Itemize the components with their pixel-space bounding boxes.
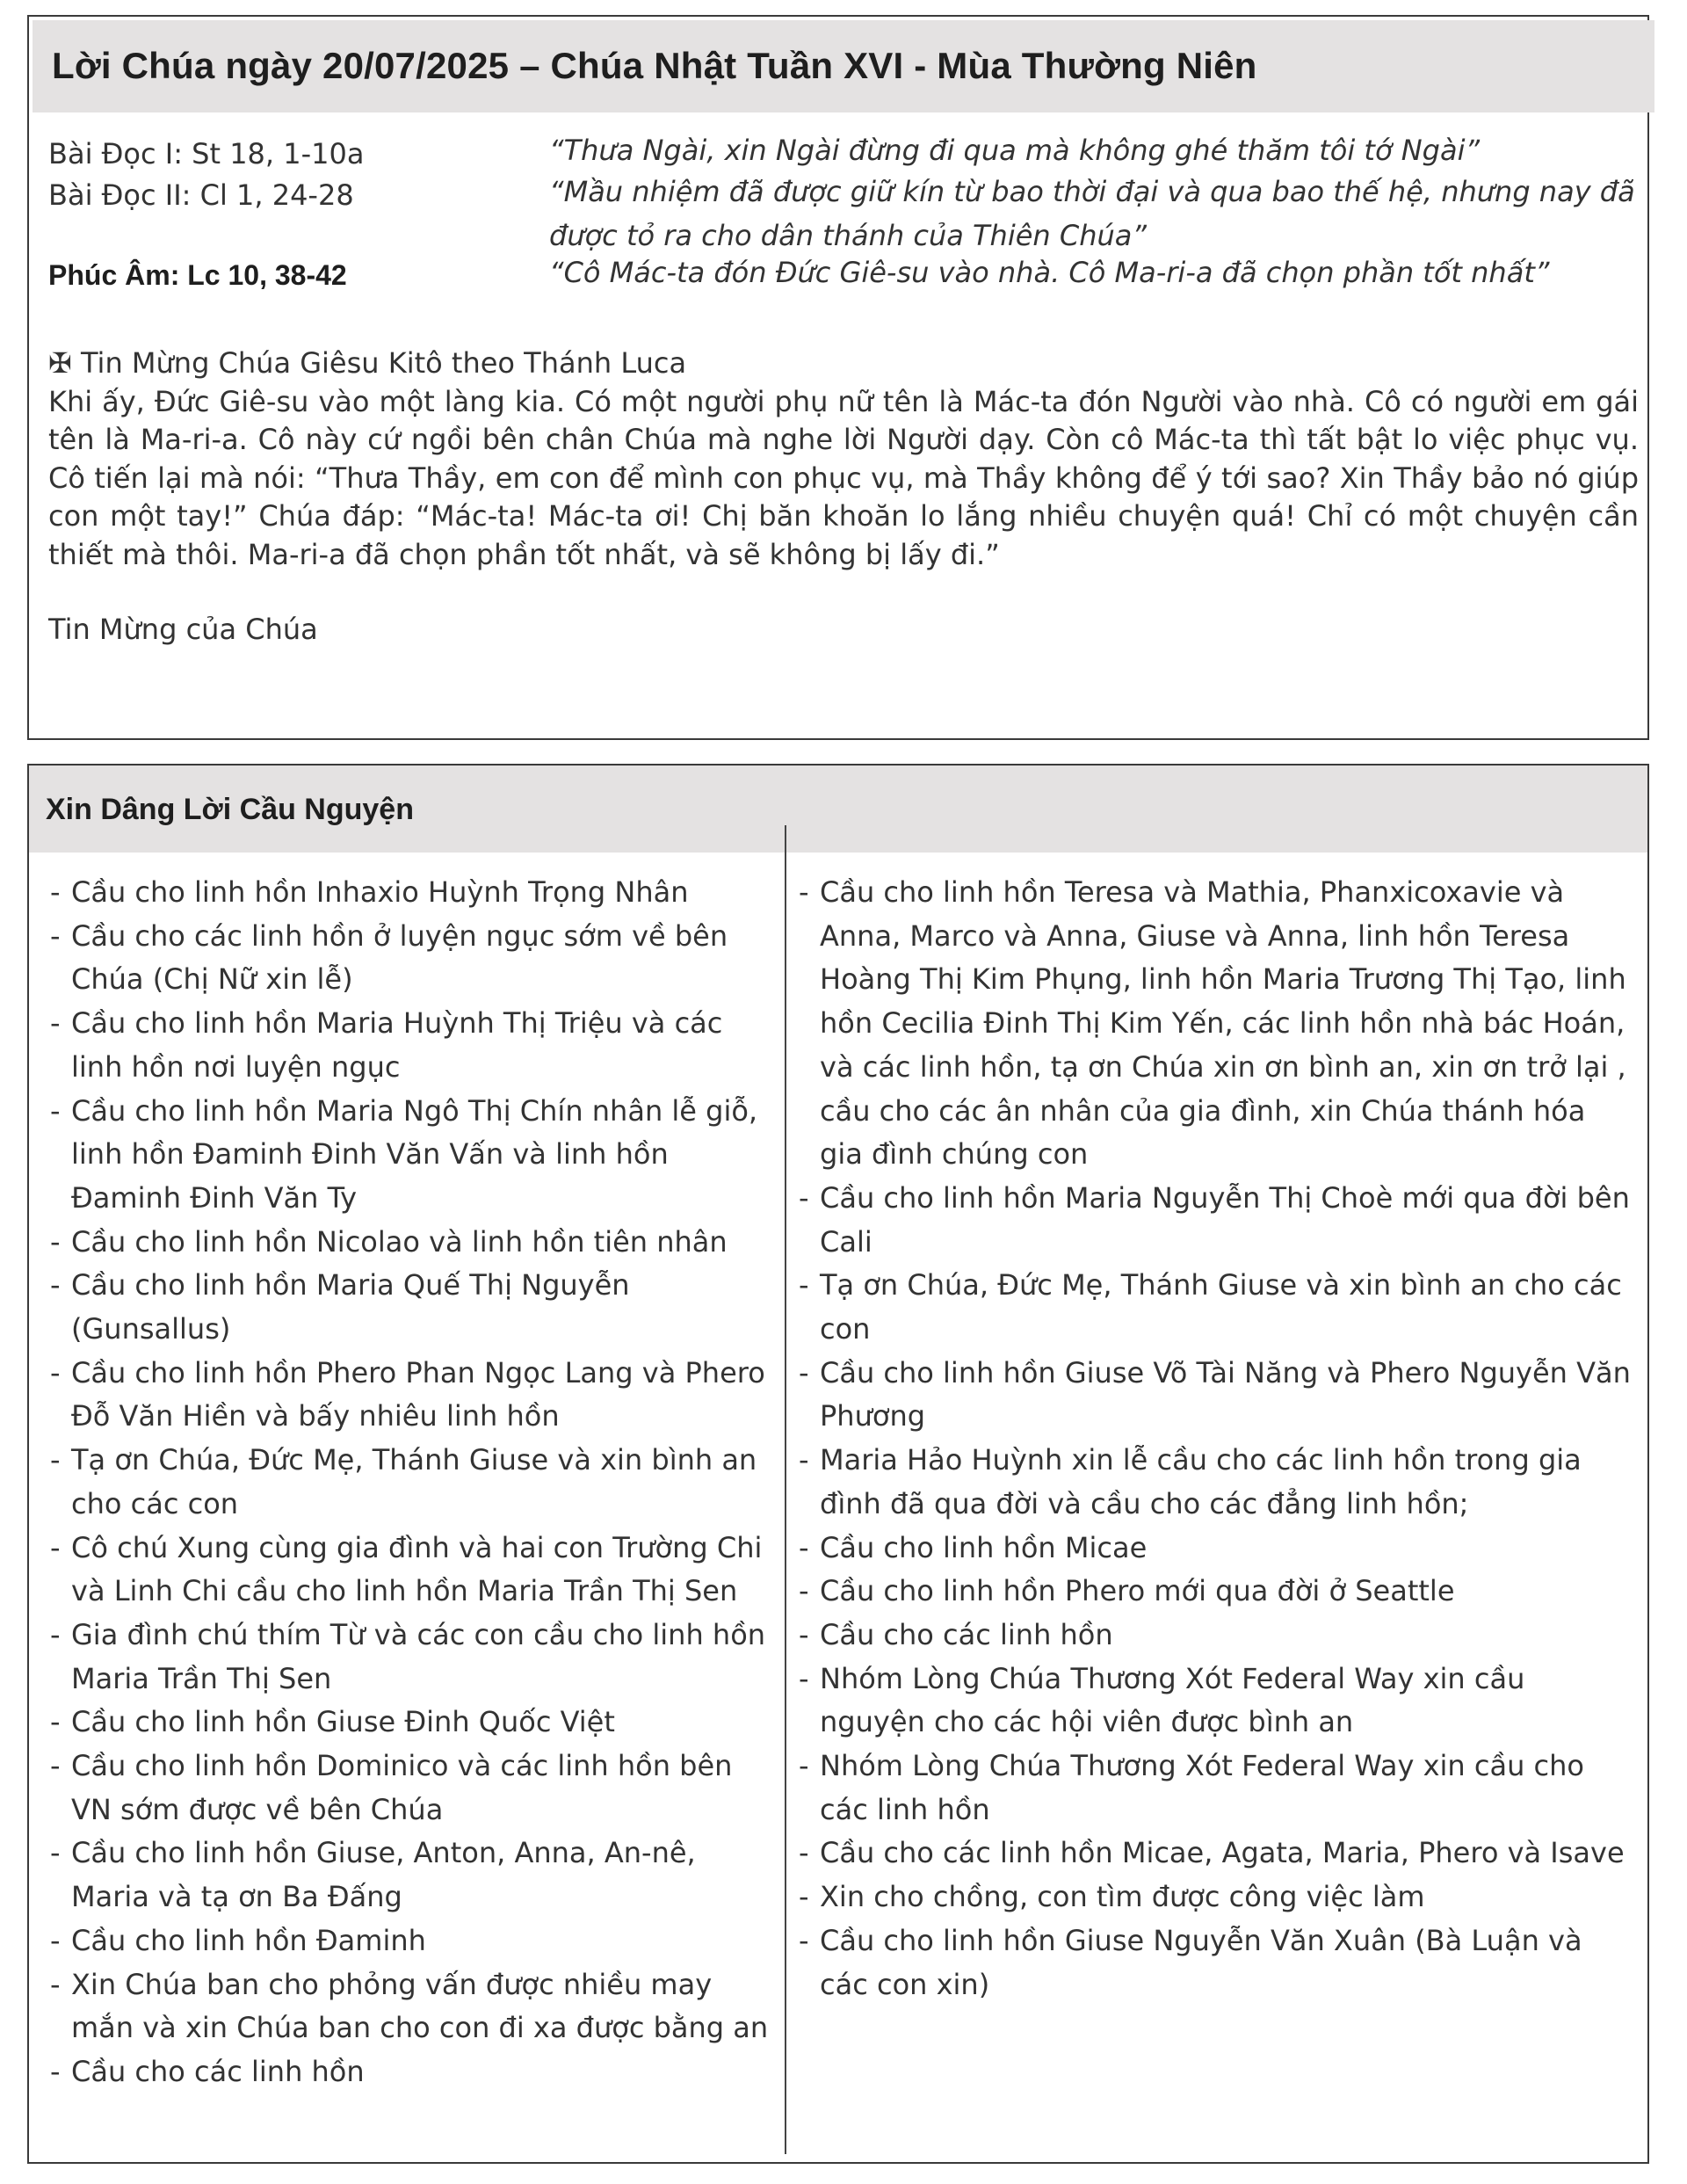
prayer-item-text: Cầu cho linh hồn Giuse, Anton, Anna, An-nê, Maria và tạ ơn Ba Đấng <box>71 1836 696 1914</box>
gospel-reference: Phúc Âm: Lc 10, 38-42 <box>48 259 347 291</box>
prayer-item <box>799 1264 1633 1351</box>
list-bullet: - <box>50 1224 61 1259</box>
prayer-item-text: Tạ ơn Chúa, Đức Mẹ, Thánh Giuse và xin bình an cho các con <box>820 1268 1622 1346</box>
prayer-item-text: Xin cho chồng, con tìm được công việc làm <box>820 1880 1425 1914</box>
prayer-item <box>799 1832 1633 1876</box>
prayer-item-text: Cầu cho linh hồn Phero mới qua đời ở Seattle <box>820 1574 1455 1608</box>
prayer-item <box>50 871 779 915</box>
prayer-item <box>799 1614 1633 1658</box>
prayer-item <box>50 1614 779 1701</box>
prayer-item-text: Cầu cho linh hồn Teresa và Mathia, Phanxicoxavie và Anna, Marco và Anna, Giuse và Anna, linh hồn Teresa Hoàng Thị Kim Phụng, linh hồn Maria Trương Thị Tạo, linh hồn Cecilia Đinh Thị Kim Yến, các linh hồn nhà bác Hoán, và các linh hồn, tạ ơn Chúa xin ơn bình an, xin ơn trở lại , cầu cho các ân nhân của gia đình, xin Chúa thánh hóa gia đình chúng con <box>820 875 1626 1172</box>
list-bullet: - <box>799 1923 809 1957</box>
prayer-item-text: Cô chú Xung cùng gia đình và hai con Trường Chi và Linh Chi cầu cho linh hồn Maria Trần Thị Sen <box>71 1530 763 1608</box>
prayer-list-right <box>799 871 1633 2006</box>
prayer-item-text: Tạ ơn Chúa, Đức Mẹ, Thánh Giuse và xin bình an cho các con <box>71 1443 757 1520</box>
list-bullet: - <box>799 1617 809 1651</box>
list-bullet: - <box>799 1355 809 1389</box>
prayer-item <box>50 1832 779 1919</box>
prayer-item <box>799 1570 1633 1614</box>
prayer-item-text: Nhóm Lòng Chúa Thương Xót Federal Way xin cầu cho các linh hồn <box>820 1749 1584 1826</box>
list-bullet: - <box>50 918 61 953</box>
prayer-item <box>50 1090 779 1221</box>
prayer-item <box>50 1527 779 1614</box>
list-bullet: - <box>50 1006 61 1041</box>
gospel-closing: Tin Mừng của Chúa <box>48 613 318 646</box>
list-bullet: - <box>50 1443 61 1477</box>
prayer-item-text: Cầu cho các linh hồn Micae, Agata, Maria, Phero và Isave <box>820 1836 1625 1870</box>
readings-box <box>27 15 1649 740</box>
prayer-item-text: Cầu cho các linh hồn <box>820 1617 1113 1651</box>
page-title: Lời Chúa ngày 20/07/2025 – Chúa Nhật Tuần XVI - Mùa Thường Niên <box>52 45 1257 86</box>
list-bullet: - <box>50 1617 61 1651</box>
prayer-item-text: Cầu cho linh hồn Giuse Võ Tài Năng và Phero Nguyễn Văn Phương <box>820 1355 1631 1433</box>
list-bullet: - <box>799 1836 809 1870</box>
prayer-item-text: Gia đình chú thím Từ và các con cầu cho linh hồn Maria Trần Thị Sen <box>71 1617 766 1695</box>
prayer-item-text: Cầu cho linh hồn Phero Phan Ngọc Lang và Phero Đỗ Văn Hiền và bấy nhiêu linh hồn <box>71 1355 765 1433</box>
list-bullet: - <box>799 875 809 909</box>
reading-quote-3: “Cô Mác-ta đón Đức Giê-su vào nhà. Cô Ma-ri-a đã chọn phần tốt nhất” <box>549 256 1550 289</box>
list-bullet: - <box>799 1880 809 1914</box>
prayer-box <box>27 764 1649 2164</box>
prayer-item-text: Maria Hảo Huỳnh xin lễ cầu cho các linh hồn trong gia đình đã qua đời và cầu cho các đẳng linh hồn; <box>820 1443 1582 1520</box>
prayer-item <box>799 1919 1633 2006</box>
reading-label-1: Bài Đọc I: St 18, 1-10a <box>48 137 365 171</box>
list-bullet: - <box>799 1443 809 1477</box>
prayer-item <box>799 1876 1633 1919</box>
prayer-item <box>50 1439 779 1526</box>
list-bullet: - <box>50 1268 61 1302</box>
column-divider <box>785 825 786 2154</box>
reading-quote-2: “Mầu nhiệm đã được giữ kín từ bao thời đại và qua bao thế hệ, nhưng nay đã được tỏ ra cho dân thánh của Thiên Chúa” <box>549 175 1635 252</box>
prayer-item-text: Cầu cho các linh hồn <box>71 2054 365 2088</box>
prayer-item <box>50 1701 779 1745</box>
prayer-item <box>50 2050 779 2094</box>
list-bullet: - <box>50 2054 61 2088</box>
prayer-item <box>50 1352 779 1439</box>
prayer-item-text: Cầu cho linh hồn Nicolao và linh hồn tiên nhân <box>71 1224 728 1259</box>
list-bullet: - <box>799 1574 809 1608</box>
prayer-item-text: Cầu cho linh hồn Maria Ngô Thị Chín nhân lễ giỗ, linh hồn Đaminh Đinh Văn Vấn và linh hồn Đaminh Đinh Văn Ty <box>71 1093 758 1215</box>
prayer-item <box>799 1745 1633 1832</box>
prayer-item-text: Cầu cho các linh hồn ở luyện ngục sớm về bên Chúa (Chị Nữ xin lễ) <box>71 918 728 997</box>
prayer-item <box>50 1264 779 1351</box>
prayer-item-text: Xin Chúa ban cho phỏng vấn được nhiều may mắn và xin Chúa ban cho con đi xa được bằng an <box>71 1967 769 2045</box>
gospel-passage <box>48 345 1639 574</box>
prayer-list-left <box>50 871 779 2094</box>
prayer-item-text: Cầu cho linh hồn Micae <box>820 1530 1148 1564</box>
prayer-item <box>50 915 779 1002</box>
list-bullet: - <box>799 1268 809 1302</box>
list-bullet: - <box>50 1705 61 1739</box>
gospel-text: Khi ấy, Đức Giê-su vào một làng kia. Có một người phụ nữ tên là Mác-ta đón Người vào nhà. Cô có người em gái tên là Ma-ri-a. Cô này cứ ngồi bên chân Chúa mà nghe lời Người dạy. Còn cô Mác-ta thì tất bật lo việc phục vụ. Cô tiến lại mà nói: “Thưa Thầy, em con để mình con phục vụ, mà Thầy không để ý tới sao? Xin Thầy bảo nó giúp con một tay!” Chúa đáp: “Mác-ta! Mác-ta ơi! Chị băn khoăn lo lắng nhiều chuyện quá! Chỉ có một chuyện cần thiết mà thôi. Ma-ri-a đã chọn phần tốt nhất, và sẽ không bị lấy đi.” <box>48 384 1639 571</box>
prayer-item <box>799 871 1633 1177</box>
prayer-item <box>50 1963 779 2050</box>
list-bullet: - <box>799 1530 809 1564</box>
prayer-item <box>50 1221 779 1265</box>
reading-label-2: Bài Đọc II: Cl 1, 24-28 <box>48 178 354 212</box>
prayer-item <box>50 1002 779 1089</box>
list-bullet: - <box>799 1661 809 1695</box>
prayer-item-text: Cầu cho linh hồn Maria Quế Thị Nguyễn (Gunsallus) <box>71 1268 630 1346</box>
list-bullet: - <box>50 1355 61 1389</box>
prayer-item <box>799 1177 1633 1264</box>
list-bullet: - <box>50 1836 61 1870</box>
prayer-item <box>799 1352 1633 1439</box>
prayer-item <box>50 1919 779 1963</box>
prayer-item <box>799 1658 1633 1745</box>
list-bullet: - <box>50 1967 61 2001</box>
prayer-title: Xin Dâng Lời Cầu Nguyện <box>46 793 414 826</box>
prayer-item-text: Cầu cho linh hồn Maria Nguyễn Thị Choè mới qua đời bên Cali <box>820 1180 1630 1259</box>
list-bullet: - <box>50 1923 61 1957</box>
list-bullet: - <box>799 1180 809 1215</box>
prayer-item <box>50 1745 779 1832</box>
prayer-item-text: Nhóm Lòng Chúa Thương Xót Federal Way xin cầu nguyện cho các hội viên được bình an <box>820 1661 1525 1739</box>
list-bullet: - <box>799 1749 809 1783</box>
prayer-item-text: Cầu cho linh hồn Giuse Nguyễn Văn Xuân (Bà Luận và các con xin) <box>820 1923 1582 2001</box>
reading-quote-1: “Thưa Ngài, xin Ngài đừng đi qua mà không ghé thăm tôi tớ Ngài” <box>549 134 1481 167</box>
list-bullet: - <box>50 875 61 909</box>
prayer-item-text: Cầu cho linh hồn Maria Huỳnh Thị Triệu và các linh hồn nơi luyện ngục <box>71 1006 723 1084</box>
list-bullet: - <box>50 1093 61 1128</box>
list-bullet: - <box>50 1749 61 1783</box>
list-bullet: - <box>50 1530 61 1564</box>
prayer-item-text: Cầu cho linh hồn Inhaxio Huỳnh Trọng Nhân <box>71 875 689 909</box>
prayer-item-text: Cầu cho linh hồn Giuse Đinh Quốc Việt <box>71 1705 615 1739</box>
gospel-heading: ✠ Tin Mừng Chúa Giêsu Kitô theo Thánh Luca <box>48 346 687 380</box>
prayer-item <box>799 1439 1633 1526</box>
prayer-item-text: Cầu cho linh hồn Dominico và các linh hồn bên VN sớm được về bên Chúa <box>71 1749 733 1826</box>
prayer-item <box>799 1527 1633 1571</box>
prayer-item-text: Cầu cho linh hồn Đaminh <box>71 1923 426 1957</box>
